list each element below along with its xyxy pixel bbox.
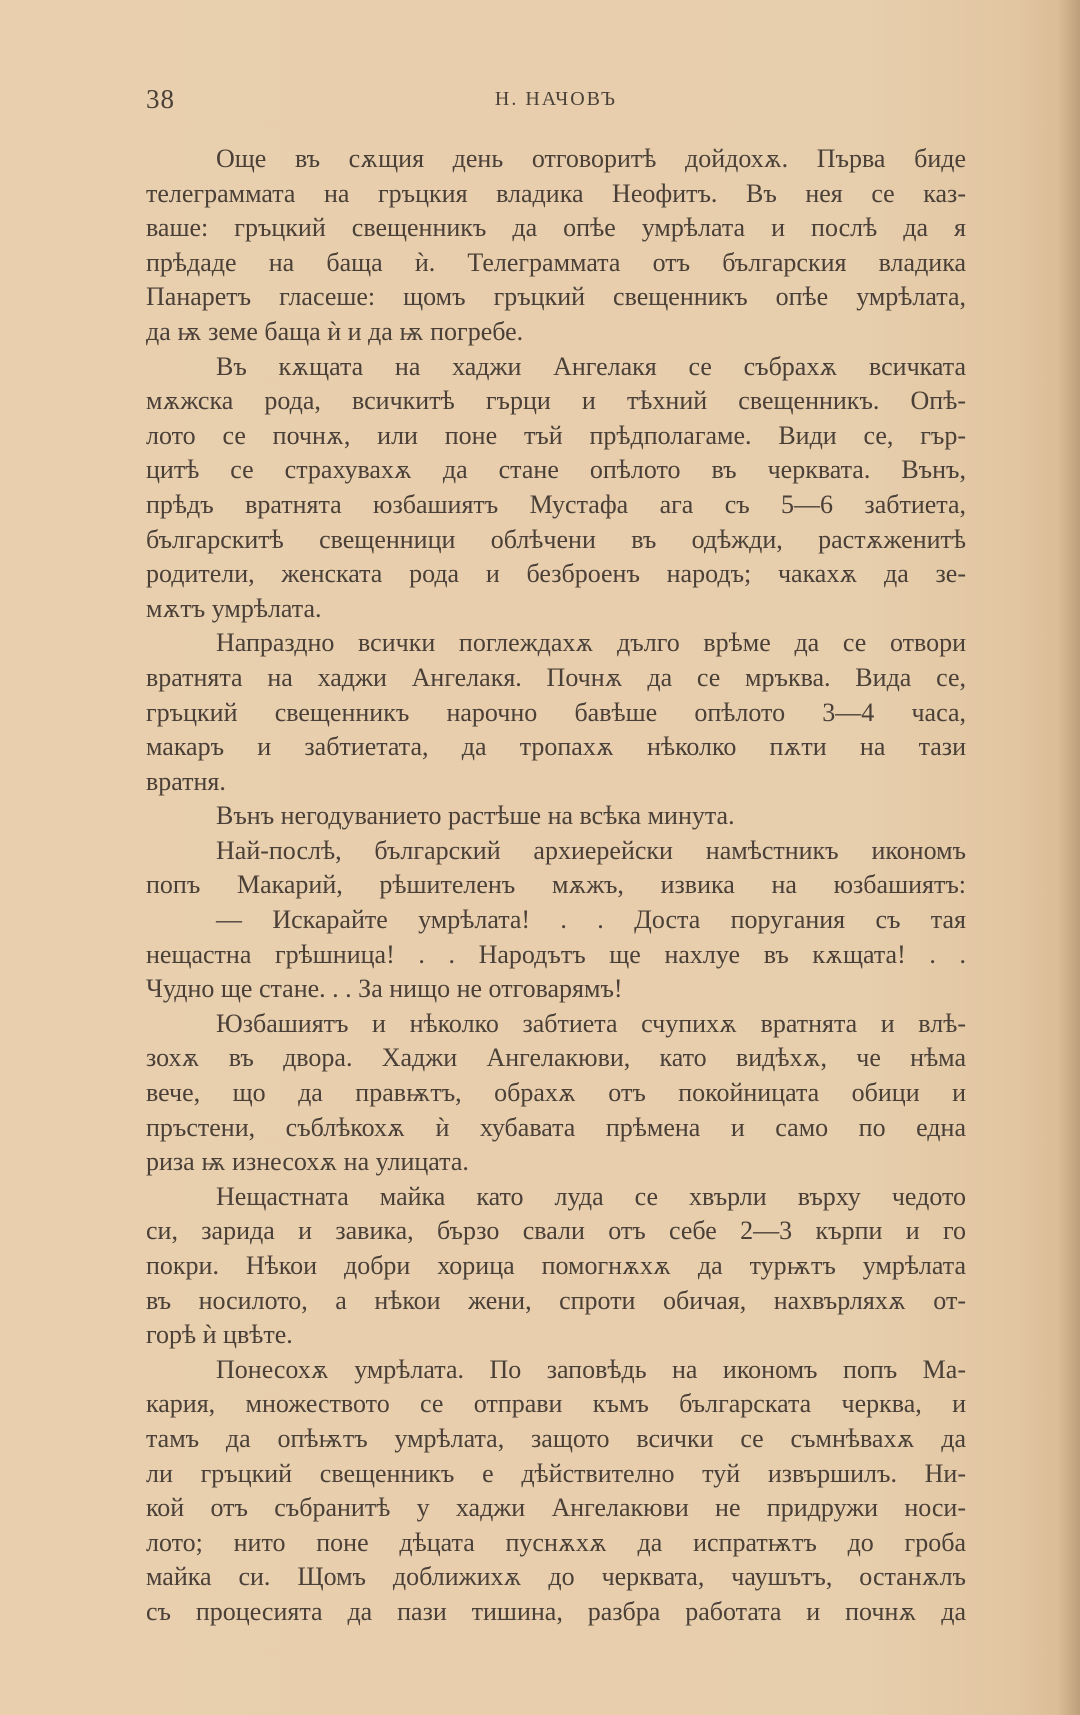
page-header — [146, 84, 966, 124]
text-line: гръцкий свещенникъ нарочно бавѣше опѣлото 3—4 часа, — [146, 697, 966, 727]
text-line: българскитѣ свещенници облѣчени въ одѣжди, растѫженитѣ — [146, 524, 966, 554]
text-line: макаръ и забтиетата, да тропахѫ нѣколко пѫти на тази — [146, 732, 966, 762]
text-line: вече, що да правѭтъ, обрахѫ отъ покойницата обици и — [146, 1078, 966, 1108]
text-line: прѣдъ вратнята юзбашиятъ Мустафа ага съ 5—6 забтиета, — [146, 489, 966, 519]
text-line: — Искарайте умрѣлата! . . Доста поругания съ тая — [216, 905, 966, 935]
text-line: ваше: гръцкий свещенникъ да опѣе умрѣлата и послѣ да я — [146, 213, 966, 243]
text-line: лото се почнѫ, или поне тъй прѣдполагаме. Види се, гър- — [146, 420, 966, 450]
text-line: Юзбашиятъ и нѣколко забтиета счупихѫ вратнята и влѣ- — [216, 1008, 966, 1038]
text-line: Още въ сѫщия день отговоритѣ дойдохѫ. Първа биде — [216, 144, 966, 173]
text-line: покри. Нѣкои добри хорица помогнѫхѫ да турѭтъ умрѣлата — [146, 1251, 966, 1280]
text-line: си, зарида и завика, бързо свали отъ себе 2—3 кърпи и го — [146, 1216, 966, 1246]
text-line: Въ кѫщата на хаджи Ангелакя се събрахѫ всичката — [216, 351, 966, 381]
text-line: Най-послѣ, българский архиерейски намѣстникъ икономъ — [216, 835, 966, 865]
text-line: мѫтъ умрѣлата. — [146, 593, 322, 623]
text-line: Понесохѫ умрѣлата. По заповѣдь на икономъ попъ Ма- — [216, 1354, 966, 1384]
text-line: Чудно ще стане. . . За нищо не отговарямъ! — [146, 974, 623, 1004]
text-line: вратня. — [146, 766, 226, 796]
text-line: Нещастната майка като луда се хвърли върху чедото — [216, 1181, 966, 1211]
text-line: горѣ ѝ цвѣте. — [146, 1320, 293, 1350]
text-line: тамъ да опѣѭтъ умрѣлата, защото всички се съмнѣвахѫ да — [146, 1423, 966, 1453]
text-line: мѫжска рода, всичкитѣ гърци и тѣхний свещенникъ. Опѣ- — [146, 386, 966, 416]
text-line: пръстени, съблѣкохѫ ѝ хубавата прѣмена и само по една — [146, 1112, 966, 1142]
text-line: да ѭ земе баща ѝ и да ѭ погребе. — [146, 316, 524, 346]
text-line: зохѫ въ двора. Хаджи Ангелакюви, като видѣхѫ, че нѣма — [146, 1043, 966, 1073]
page-number: 38 — [146, 84, 175, 114]
text-line: Вънъ негодуванието растѣше на всѣка минута. — [216, 801, 735, 831]
text-line: родители, женската рода и безброенъ народъ; чакахѫ да зе- — [146, 559, 966, 589]
text-line: въ носилото, а нѣкои жени, спроти обичая, нахвърляхѫ от- — [146, 1285, 966, 1315]
running-head: Н. НАЧОВЪ — [494, 88, 618, 110]
text-line: вратнята на хаджи Ангелакя. Почнѫ да се мръква. Вида се, — [146, 662, 966, 692]
page-edge-shadow — [1058, 0, 1080, 1715]
text-line: попъ Макарий, рѣшителенъ мѫжъ, извика на юзбашиятъ: — [146, 870, 966, 900]
text-line: прѣдаде на баща ѝ. Телеграммата отъ българския владика — [146, 247, 966, 277]
text-line: кой отъ събранитѣ у хаджи Ангелакюви не придружи носи- — [146, 1493, 966, 1523]
text-line: риза ѭ изнесохѫ на улицата. — [146, 1147, 469, 1177]
text-line: ли гръцкий свещенникъ е дѣйствително туй извършилъ. Ни- — [146, 1458, 966, 1488]
text-line: Панаретъ гласеше: щомъ гръцкий свещенникъ опѣе умрѣлата, — [146, 282, 966, 312]
text-line: цитѣ се страхувахѫ да стане опѣлото въ черквата. Вънъ, — [146, 455, 966, 485]
text-line: Напраздно всички поглеждахѫ дълго врѣме да се отвори — [216, 628, 966, 658]
text-line: телеграммата на гръцкия владика Неофитъ. Въ нея се каз- — [146, 178, 966, 208]
text-line: съ процесията да пази тишина, разбра работата и почнѫ да — [146, 1596, 966, 1626]
body-text — [146, 142, 966, 1630]
text-line: кария, множеството се отправи къмъ българската черква, и — [146, 1389, 966, 1419]
text-line: майка си. Щомъ доближихѫ до черквата, чаушътъ, останѫлъ — [146, 1562, 966, 1592]
text-line: нещастна грѣшница! . . Народътъ ще нахлуе въ кѫщата! . . — [146, 939, 966, 969]
text-line: лото; нито поне дѣцата пуснѫхѫ да испратѭтъ до гроба — [146, 1527, 966, 1557]
